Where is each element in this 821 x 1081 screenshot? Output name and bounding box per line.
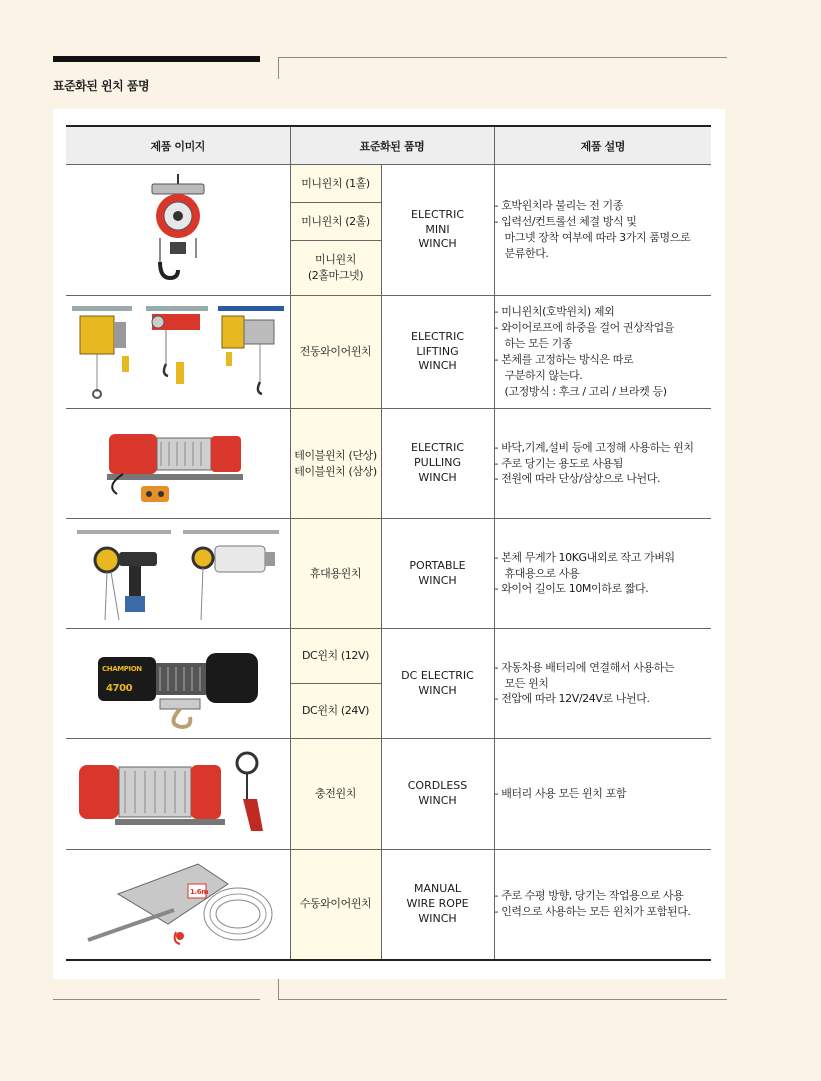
desc-line: - 입력선/컨트롤선 체결 방식 및: [495, 214, 712, 230]
eng-line: WINCH: [418, 470, 457, 484]
portable-winch-image: [66, 519, 290, 629]
eng-line: MANUAL: [414, 881, 461, 895]
dc-model-text: 4700: [105, 682, 132, 694]
name-line: (2홀마그넷): [307, 269, 364, 282]
table-row: [66, 165, 711, 203]
top-rule-tick: [278, 57, 279, 79]
cordless-winch-image: [66, 739, 290, 850]
mini-winch-image: [66, 165, 290, 296]
eng-line: WINCH: [418, 683, 457, 697]
desc-line: 하는 모든 기종: [504, 337, 573, 351]
name-mini-1hole: 미니윈치 (1홀): [290, 165, 381, 203]
eng-line: WINCH: [418, 573, 457, 587]
table-header-row: [66, 126, 711, 165]
desc-line: - 전원에 따라 단상/삼상으로 나뉜다.: [495, 471, 712, 487]
name-line: 테이블윈치 (단상): [294, 448, 377, 462]
table-winch-image: [66, 409, 290, 519]
eng-dc: [381, 629, 494, 739]
eng-line: MINI: [425, 222, 450, 236]
dc-winch-illustration: [88, 637, 268, 731]
desc-line: - 와이어 길이도 10M이하로 짧다.: [495, 581, 712, 597]
desc-cordless: [494, 739, 711, 850]
eng-line: LIFTING: [416, 344, 459, 358]
eng-line: PULLING: [414, 456, 461, 470]
desc-line: - 인력으로 사용하는 모든 윈치가 포함된다.: [495, 904, 712, 920]
desc-line: 분류한다.: [504, 246, 549, 260]
name-line: 테이블윈치 (삼상): [294, 464, 377, 478]
eng-mini: [381, 165, 494, 296]
dc-brand-text: CHAMPION: [101, 664, 142, 673]
eng-pulling: [381, 409, 494, 519]
winch-spec-table: [66, 125, 711, 961]
table-row: [66, 850, 711, 960]
desc-line: 구분하지 않는다.: [504, 368, 583, 382]
desc-line: 마그넷 장착 여부에 따라 3가지 품명으로: [504, 231, 691, 244]
name-dc-24v: DC윈치 (24V): [290, 684, 381, 739]
cordless-winch-illustration: [75, 749, 281, 839]
name-electric-lifting: 전동와이어윈치: [290, 296, 381, 409]
name-manual: 수동와이어윈치: [290, 850, 381, 960]
eng-line: DC ELECTRIC: [401, 668, 474, 682]
top-rule: [278, 57, 727, 58]
eng-line: ELECTRIC: [411, 329, 464, 343]
desc-line: - 와이어로프에 하중을 걸어 권상작업을: [495, 320, 712, 336]
eng-line: ELECTRIC: [411, 441, 464, 455]
table-row: [66, 519, 711, 629]
eng-manual: [381, 850, 494, 960]
desc-line: 휴대용으로 사용: [504, 566, 580, 580]
header-name: 표준화된 품명: [290, 126, 494, 165]
desc-line: - 주로 당기는 용도로 사용됨: [495, 456, 712, 472]
eng-portable: [381, 519, 494, 629]
eng-line: PORTABLE: [409, 558, 466, 572]
mini-winch-illustration: [138, 172, 218, 288]
header-image: 제품 이미지: [66, 126, 290, 165]
eng-cordless: [381, 739, 494, 850]
desc-line: - 자동차용 배터리에 연결해서 사용하는: [495, 660, 712, 676]
name-table-winch: [290, 409, 381, 519]
desc-line: (고정방식 : 후크 / 고리 / 브라켓 등): [504, 384, 667, 398]
table-row: [66, 739, 711, 850]
eng-lifting: [381, 296, 494, 409]
desc-lifting: [494, 296, 711, 409]
eng-line: WINCH: [418, 359, 457, 373]
name-mini-magnet: [290, 241, 381, 296]
desc-dc: [494, 629, 711, 739]
bottom-rule-tick: [278, 979, 279, 1000]
desc-line: - 배터리 사용 모든 윈치 포함: [495, 786, 712, 802]
eng-line: WINCH: [418, 237, 457, 251]
desc-mini: [494, 165, 711, 296]
name-portable: 휴대용윈치: [290, 519, 381, 629]
name-dc-12v: DC윈치 (12V): [290, 629, 381, 684]
eng-line: ELECTRIC: [411, 207, 464, 221]
table-row: [66, 629, 711, 684]
header-desc: 제품 설명: [494, 126, 711, 165]
table-winch-illustration: [103, 422, 253, 506]
desc-line: 모든 윈치: [504, 676, 549, 690]
top-accent-bar: [53, 56, 260, 62]
desc-manual: [494, 850, 711, 960]
table-row: [66, 296, 711, 409]
lifting-winch-image: [66, 296, 290, 409]
eng-line: CORDLESS: [407, 779, 468, 793]
desc-portable: [494, 519, 711, 629]
manual-winch-image: [66, 850, 290, 960]
eng-line: WINCH: [418, 911, 457, 925]
desc-line: - 호박윈치라 불리는 전 기종: [495, 198, 712, 214]
name-mini-2hole: 미니윈치 (2홀): [290, 203, 381, 241]
desc-line: - 본체 무게가 10KG내외로 작고 가벼워: [495, 550, 712, 566]
dc-winch-image: [66, 629, 290, 739]
desc-line: - 미니윈치(호박윈치) 제외: [495, 304, 712, 320]
name-cordless: 충전윈치: [290, 739, 381, 850]
manual-winch-illustration: [78, 854, 278, 954]
portable-winch-illustration: [75, 524, 281, 624]
section-heading: 표준화된 윈치 품명: [53, 79, 150, 93]
bottom-rule-right: [278, 999, 727, 1000]
desc-line: - 주로 수평 방향, 당기는 작업용으로 사용: [495, 888, 712, 904]
manual-tag-text: 1.6m: [189, 888, 208, 897]
lifting-winch-illustration: [70, 302, 286, 402]
desc-line: - 전압에 따라 12V/24V로 나뉜다.: [495, 691, 712, 707]
desc-line: - 본체를 고정하는 방식은 따로: [495, 352, 712, 368]
eng-line: WINCH: [418, 794, 457, 807]
table-row: [66, 409, 711, 519]
desc-pulling: [494, 409, 711, 519]
eng-line: WIRE ROPE: [406, 896, 469, 910]
name-line: 미니윈치: [315, 253, 356, 267]
bottom-rule-left: [53, 999, 260, 1000]
desc-line: - 바닥,기계,설비 등에 고정해 사용하는 윈치: [495, 440, 712, 456]
